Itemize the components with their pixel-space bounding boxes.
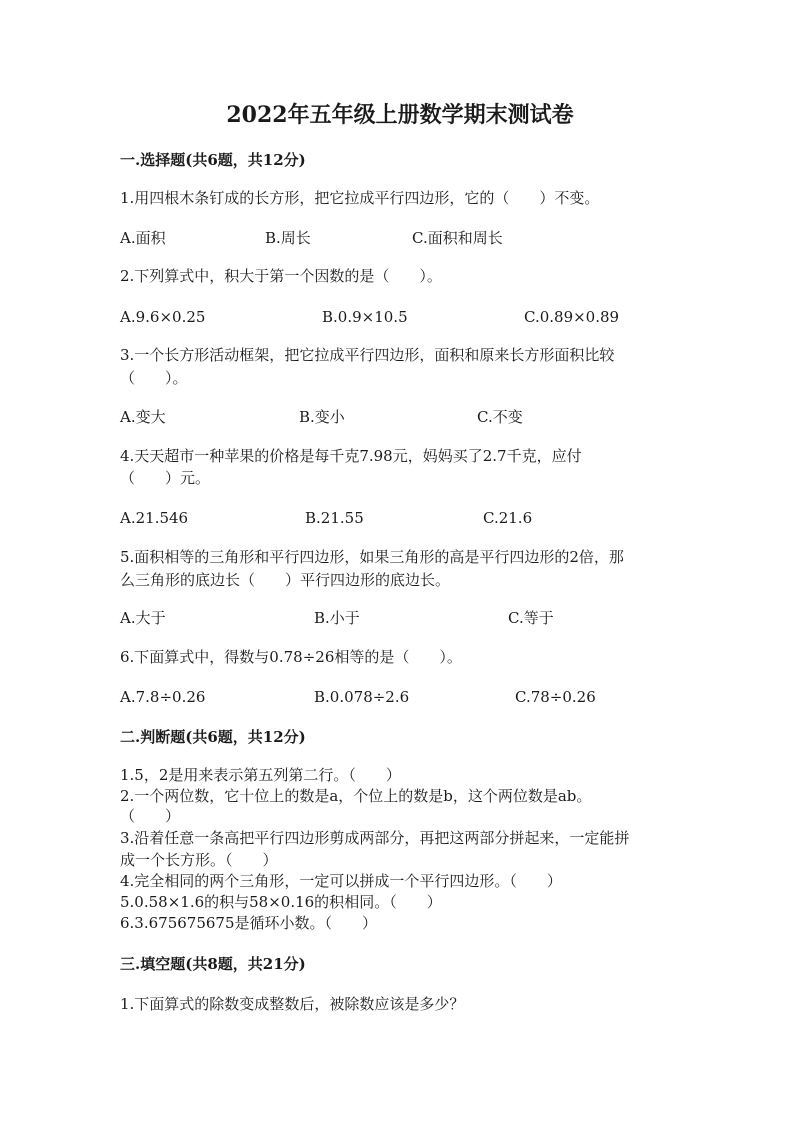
option-a: A.21.546 — [120, 509, 189, 527]
section-heading-choice: 一.选择题(共6题，共12分) — [120, 151, 306, 169]
option-b: B.0.9×10.5 — [322, 308, 408, 326]
option-a: A.9.6×0.25 — [120, 308, 206, 326]
statement-line: 成一个长方形。（ ） — [120, 851, 278, 869]
page-title: 2022年五年级上册数学期末测试卷 — [226, 102, 574, 128]
section-heading-true-false: 二.判断题(共6题，共12分) — [120, 728, 306, 746]
option-b: B.小于 — [314, 609, 360, 627]
question-text-continued: 么三角形的底边长（ ）平行四边形的底边长。 — [120, 571, 451, 589]
option-a: A.变大 — [120, 408, 166, 426]
option-c: C.等于 — [508, 609, 554, 627]
option-c: C.21.6 — [483, 509, 533, 527]
section-heading-fill-blank: 三.填空题(共8题，共21分) — [120, 955, 306, 973]
option-b: B.21.55 — [305, 509, 364, 527]
statement-line: 2.一个两位数，它十位上的数是a，个位上的数是b，这个两位数是ab。 — [120, 787, 592, 805]
statement-line: 6.3.675675675是循环小数。（ ） — [120, 914, 378, 932]
question-text: 2.下列算式中，积大于第一个因数的是（ ）。 — [120, 267, 442, 285]
statement-line: 3.沿着任意一条高把平行四边形剪成两部分，再把这两部分拼起来，一定能拼 — [120, 829, 630, 847]
question-text: 4.天天超市一种苹果的价格是每千克7.98元，妈妈买了2.7千克，应付 — [120, 447, 582, 465]
statement-line: 1.5，2是用来表示第五列第二行。（ ） — [120, 766, 401, 784]
question-text: 1.下面算式的除数变成整数后，被除数应该是多少？ — [120, 995, 465, 1013]
question-text: 3.一个长方形活动框架，把它拉成平行四边形，面积和原来长方形面积比较 — [120, 346, 615, 364]
option-b: B.0.078÷2.6 — [314, 688, 410, 706]
question-text: 1.用四根木条钉成的长方形，把它拉成平行四边形，它的（ ）不变。 — [120, 189, 600, 207]
option-c: C.面积和周长 — [412, 229, 503, 247]
option-c: C.0.89×0.89 — [524, 308, 620, 326]
option-b: B.周长 — [265, 229, 311, 247]
question-text: 6.下面算式中，得数与0.78÷26相等的是（ ）。 — [120, 648, 462, 666]
option-c: C.不变 — [477, 408, 523, 426]
option-a: A.7.8÷0.26 — [120, 688, 206, 706]
statement-line: 4.完全相同的两个三角形，一定可以拼成一个平行四边形。（ ） — [120, 872, 562, 890]
option-a: A.大于 — [120, 609, 166, 627]
question-text-continued: （ ）元。 — [120, 469, 211, 487]
option-b: B.变小 — [299, 408, 345, 426]
statement-line: （ ） — [120, 807, 181, 825]
statement-line: 5.0.58×1.6的积与58×0.16的积相同。（ ） — [120, 893, 442, 911]
question-text: 5.面积相等的三角形和平行四边形，如果三角形的高是平行四边形的2倍，那 — [120, 548, 624, 566]
question-text-continued: （ ）。 — [120, 369, 188, 387]
option-a: A.面积 — [120, 229, 166, 247]
option-c: C.78÷0.26 — [515, 688, 596, 706]
